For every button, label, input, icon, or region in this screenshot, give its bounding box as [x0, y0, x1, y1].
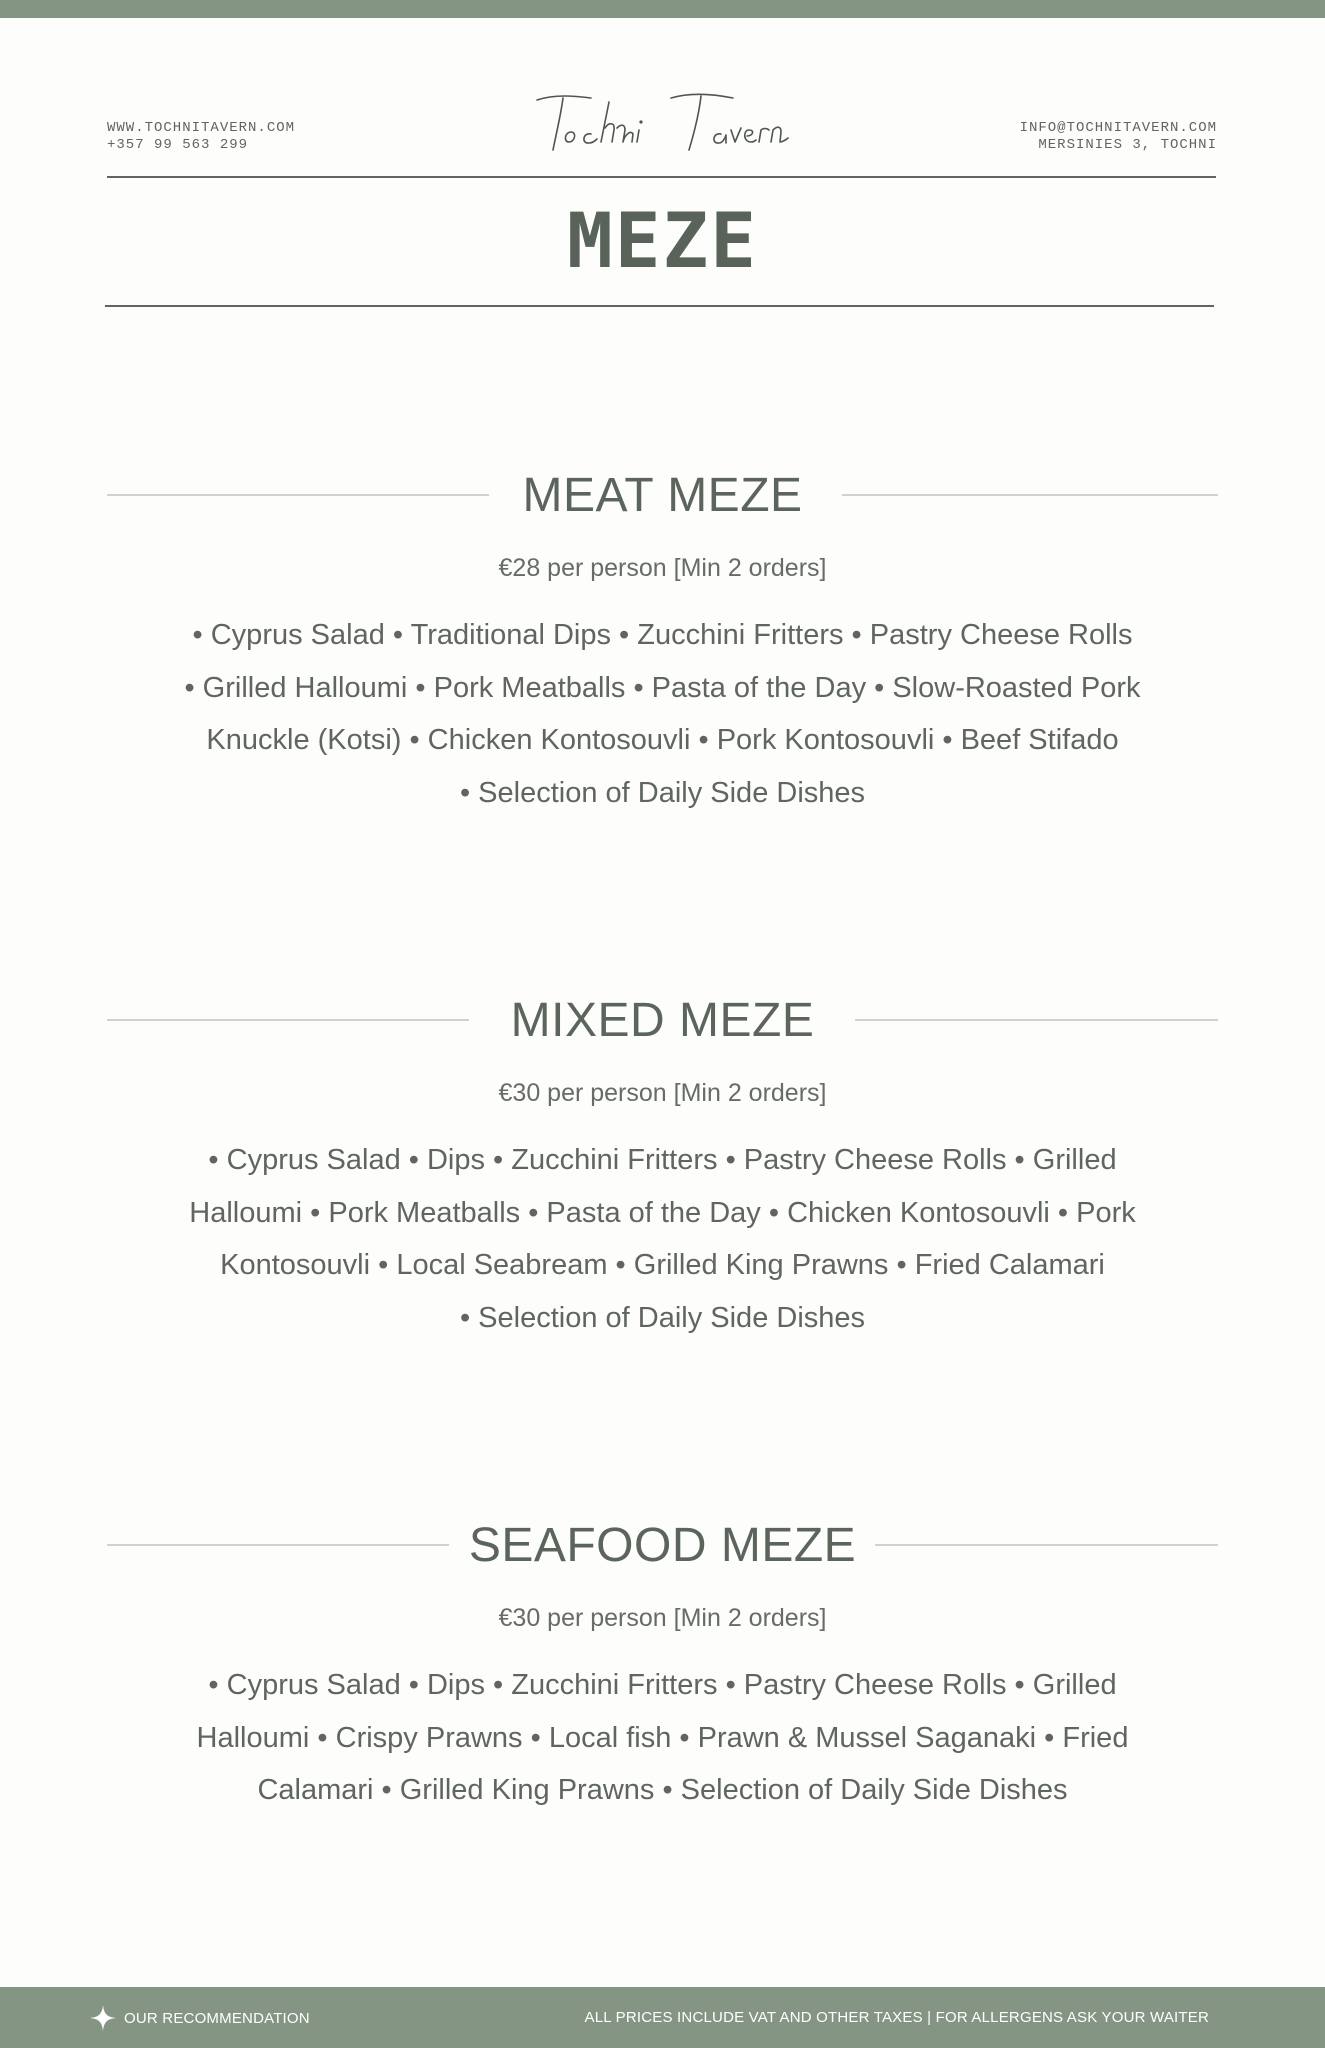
- section-price: €30 per person [Min 2 orders]: [498, 1604, 827, 1632]
- item-line: Kontosouvli • Local Seabream • Grilled King Prawns • Fried Calamari: [220, 1249, 1105, 1281]
- section-rule-right: [875, 1544, 1218, 1546]
- section-items: [143, 1659, 1183, 1817]
- recommendation-label: OUR RECOMMENDATION: [124, 2009, 310, 2027]
- section-price: €30 per person [Min 2 orders]: [498, 1079, 827, 1107]
- section-items: [143, 1134, 1183, 1344]
- footer-bar: [0, 1987, 1325, 2048]
- section-title: MIXED MEZE: [510, 994, 815, 1047]
- section-items: [143, 609, 1183, 819]
- section-rule-right: [855, 1019, 1218, 1021]
- item-line: • Cyprus Salad • Traditional Dips • Zucchini Fritters • Pastry Cheese Rolls: [192, 619, 1133, 651]
- seafood-meze-section: [0, 1510, 1325, 1817]
- title-divider: [105, 305, 1214, 307]
- section-rule-right: [842, 494, 1218, 496]
- header-divider: [107, 176, 1216, 178]
- item-line: Calamari • Grilled King Prawns • Selection of Daily Side Dishes: [257, 1774, 1068, 1806]
- phone-number[interactable]: +357 99 563 299: [107, 137, 249, 153]
- section-price: €28 per person [Min 2 orders]: [498, 554, 827, 582]
- mixed-meze-section: [0, 985, 1325, 1344]
- item-line: • Grilled Halloumi • Pork Meatballs • Pasta of the Day • Slow-Roasted Pork: [184, 671, 1141, 704]
- address: MERSINIES 3, TOCHNI: [1038, 137, 1217, 153]
- item-line: • Cyprus Salad • Dips • Zucchini Fritters • Pastry Cheese Rolls • Grilled: [208, 1669, 1117, 1701]
- page-title: MEZE: [566, 196, 759, 285]
- contact-right: [1020, 120, 1217, 154]
- email-link[interactable]: INFO@TOCHNITAVERN.COM: [1019, 120, 1217, 136]
- item-line: • Selection of Daily Side Dishes: [459, 776, 866, 809]
- item-line: • Cyprus Salad • Dips • Zucchini Fritters • Pastry Cheese Rolls • Grilled: [208, 1144, 1117, 1176]
- section-title: SEAFOOD MEZE: [468, 1519, 857, 1572]
- section-title: MEAT MEZE: [522, 469, 803, 522]
- tavern-logo: [535, 88, 791, 158]
- contact-left: [107, 120, 295, 154]
- sparkle-icon: [90, 2005, 116, 2031]
- item-line: • Selection of Daily Side Dishes: [459, 1301, 866, 1334]
- item-line: Knuckle (Kotsi) • Chicken Kontosouvli • Pork Kontosouvli • Beef Stifado: [206, 724, 1119, 756]
- meat-meze-section: [0, 460, 1325, 819]
- website-link[interactable]: WWW.TOCHNITAVERN.COM: [107, 120, 296, 136]
- item-line: Halloumi • Pork Meatballs • Pasta of the Day • Chicken Kontosouvli • Pork: [189, 1196, 1136, 1229]
- footer-note: ALL PRICES INCLUDE VAT AND OTHER TAXES | FOR ALLERGENS ASK YOUR WAITER: [584, 2009, 1209, 2026]
- recommendation-legend: [90, 2005, 310, 2031]
- top-accent-bar: [0, 0, 1325, 18]
- item-line: Halloumi • Crispy Prawns • Local fish • Prawn & Mussel Saganaki • Fried: [196, 1721, 1129, 1754]
